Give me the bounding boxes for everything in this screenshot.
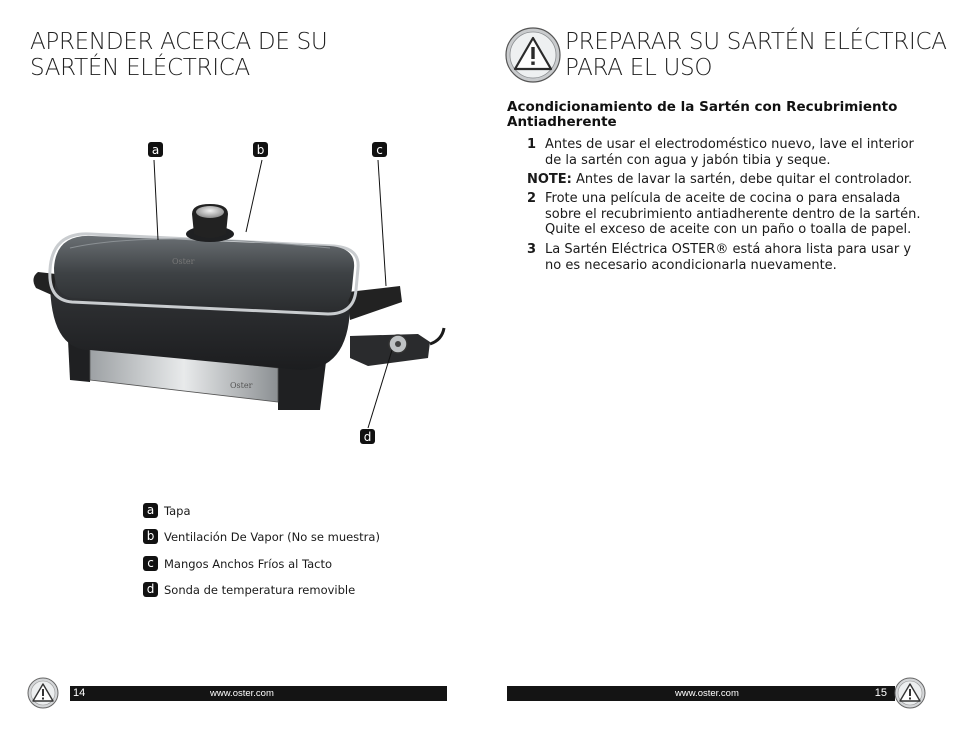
step-item xyxy=(527,137,927,168)
base-logo: Oster xyxy=(230,381,253,390)
svg-text:a: a xyxy=(151,143,160,157)
legend-label: Sonda de temperatura removible xyxy=(164,583,356,597)
lid-logo: Oster xyxy=(172,257,195,266)
title-line: APRENDER ACERCA DE SU xyxy=(30,29,328,55)
warning-triangle-icon xyxy=(505,27,561,83)
electric-skillet-illustration xyxy=(30,130,450,460)
step-text: Frote una película de aceite de cocina o para ensalada sobre el recubrimiento antiadherente dentro de la sartén. Quite el exceso de aceite con un paño o toalla de papel. xyxy=(545,191,921,237)
step-item xyxy=(527,191,927,238)
step-number: 3 xyxy=(527,242,537,257)
glass-lid xyxy=(54,236,354,310)
legend-item xyxy=(143,503,463,519)
note-label: NOTE: xyxy=(527,172,572,187)
page-number: 14 xyxy=(73,687,86,699)
legend-letter-badge: c xyxy=(143,556,158,571)
page-title-right xyxy=(565,29,947,81)
footer-bar-left xyxy=(70,686,447,701)
svg-text:b: b xyxy=(256,143,265,157)
legend-item xyxy=(143,529,463,545)
step-text: Antes de usar el electrodoméstico nuevo, lave el interior de la sartén con agua y jabón tibia y seque. xyxy=(545,137,914,168)
title-line: PREPARAR SU SARTÉN ELÉCTRICA xyxy=(565,29,947,55)
step-number: 1 xyxy=(527,137,537,152)
legend-letter-badge: d xyxy=(143,582,158,597)
callout-line-c xyxy=(378,160,386,286)
legend-item xyxy=(143,556,463,572)
callout-line-b xyxy=(246,160,262,232)
footer-bar-right xyxy=(507,686,895,701)
legend-label: Tapa xyxy=(164,504,191,518)
step-number: 2 xyxy=(527,191,537,206)
callout-d xyxy=(360,429,375,444)
power-cord xyxy=(430,328,444,344)
callout-b xyxy=(253,142,268,157)
legend-letter-badge: a xyxy=(143,503,158,518)
step-text: La Sartén Eléctrica OSTER® está ahora lista para usar y no es necesario acondicionarla nuevamente. xyxy=(545,242,912,273)
svg-text:c: c xyxy=(376,143,383,157)
footer-url[interactable]: www.oster.com xyxy=(675,688,739,699)
page-number: 15 xyxy=(874,687,887,699)
legend-label: Ventilación De Vapor (No se muestra) xyxy=(164,530,380,544)
section-title: Acondicionamiento de la Sartén con Recubrimiento Antiadherente xyxy=(507,99,898,130)
warning-triangle-icon xyxy=(27,677,59,709)
note-text: Antes de lavar la sartén, debe quitar el controlador. xyxy=(576,172,913,187)
warning-triangle-icon xyxy=(894,677,926,709)
footer-url[interactable]: www.oster.com xyxy=(210,688,274,699)
callout-a xyxy=(148,142,163,157)
step-item xyxy=(527,242,927,273)
legend-item xyxy=(143,582,463,598)
svg-text:d: d xyxy=(363,430,372,444)
legend-letter-badge: b xyxy=(143,529,158,544)
callout-c xyxy=(372,142,387,157)
title-line: PARA EL USO xyxy=(565,55,713,81)
note xyxy=(527,172,927,188)
callout-line-a xyxy=(154,160,158,240)
page-title-left xyxy=(30,29,327,81)
legend-label: Mangos Anchos Fríos al Tacto xyxy=(164,557,333,571)
title-line: SARTÉN ELÉCTRICA xyxy=(30,55,250,81)
